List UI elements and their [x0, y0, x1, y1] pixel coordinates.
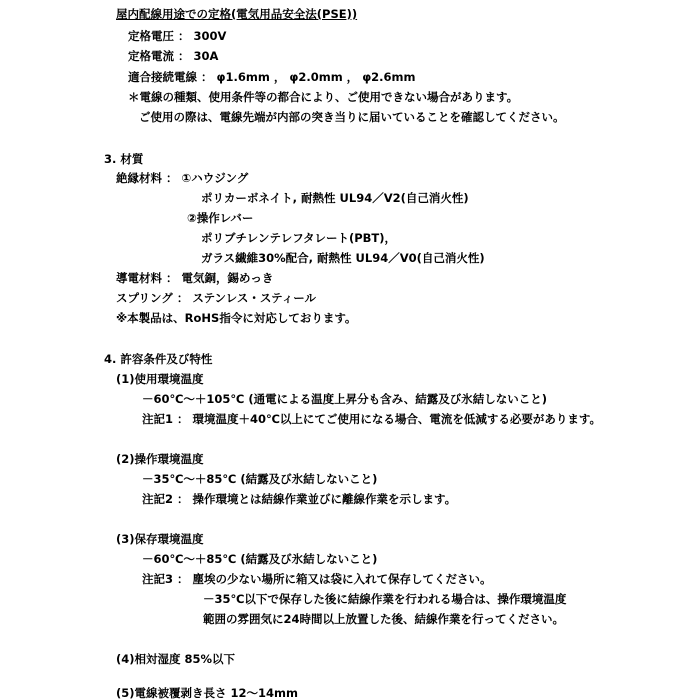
use-env-note: 注記1 ： 環境温度＋40℃以上にてご使用になる場合、電流を低減する必要があります。: [142, 412, 602, 426]
strip-length: (5)電線被覆剥き長さ 12～14mm: [116, 686, 298, 700]
insulation-material: 絶縁材料 ： ①ハウジング: [116, 171, 249, 185]
storage-note-3: 範囲の雰囲気に24時間以上放置した後、結線作業を行ってください。: [203, 612, 564, 626]
storage-note-2: －35℃以下で保存した後に結線作業を行われる場合は、操作環境温度: [203, 592, 567, 606]
use-env-range: －60℃～＋105℃ (通電による温度上昇分も含み、結露及び氷結しないこと): [142, 392, 548, 406]
lever-label: ②操作レバー: [187, 211, 254, 225]
relative-humidity: (4)相対湿度 85%以下: [116, 652, 236, 666]
storage-note-1: 注記3 ： 塵埃の少ない場所に箱又は袋に入れて保存してください。: [142, 572, 492, 586]
conditions-heading: 4. 許容条件及び特性: [104, 352, 213, 366]
pse-note-2: ご使用の際は、電線先端が内部の突き当りに届いていることを確認してください。: [139, 110, 565, 124]
storage-heading: (3)保存環境温度: [116, 532, 204, 546]
conductor-material: 導電材料 ： 電気銅，錫めっき: [116, 271, 274, 285]
pse-note-1: ＊電線の種類、使用条件等の都合により、ご使用できない場合があります。: [128, 90, 519, 104]
use-env-heading: (1)使用環境温度: [116, 372, 204, 386]
storage-range: －60℃～＋85℃ (結露及び氷結しないこと): [142, 552, 378, 566]
materials-heading: 3. 材質: [104, 152, 144, 166]
lever-detail-2: ガラス繊維30%配合, 耐熱性 UL94／V0(自己消火性): [201, 251, 485, 265]
housing-detail: ポリカーボネイト, 耐熱性 UL94／V2(自己消火性): [201, 191, 469, 205]
rated-current: 定格電流 ： 30A: [128, 49, 219, 63]
op-env-range: －35℃～＋85℃ (結露及び氷結しないこと): [142, 472, 378, 486]
op-env-note: 注記2 ： 操作環境とは結線作業並びに離線作業を示します。: [142, 492, 457, 506]
lever-detail-1: ポリブチレンテレフタレート(PBT)，: [201, 231, 396, 245]
rated-voltage: 定格電圧 ： 300V: [128, 29, 227, 43]
op-env-heading: (2)操作環境温度: [116, 452, 204, 466]
compatible-wire: 適合接続電線 ： φ1.6mm ， φ2.0mm ， φ2.6mm: [128, 70, 416, 84]
spring-material: スプリング ： ステンレス・スティール: [116, 291, 316, 305]
rohs-note: ※本製品は、RoHS指令に対応しております。: [116, 311, 357, 325]
pse-heading: 屋内配線用途での定格(電気用品安全法(PSE)): [116, 7, 358, 21]
